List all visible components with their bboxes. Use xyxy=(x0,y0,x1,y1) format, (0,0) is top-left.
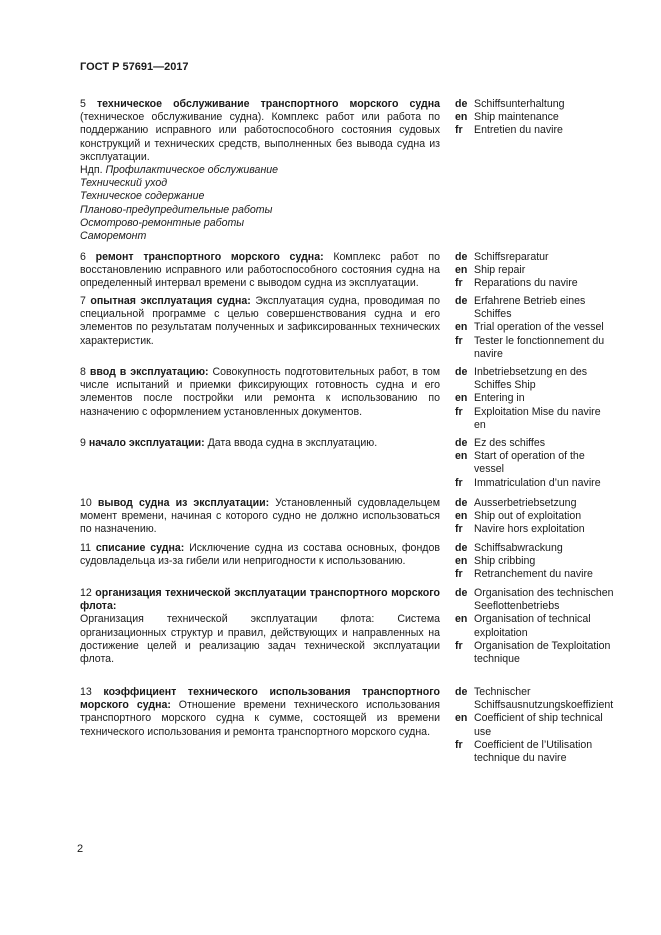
term-definition xyxy=(80,251,440,291)
term-number: 9 xyxy=(80,437,86,449)
lang-code: en xyxy=(455,264,468,277)
term-number: 13 xyxy=(80,686,92,698)
term-definition xyxy=(80,686,440,739)
lang-code: fr xyxy=(455,405,463,418)
translation-text: Retranchement du navire xyxy=(474,568,593,581)
lang-code: de xyxy=(455,295,468,307)
translation-text: Tester le fonctionnement du navire xyxy=(474,334,605,360)
translation-text: Coefficient of ship technical use xyxy=(474,712,603,738)
translations xyxy=(455,366,615,432)
translations xyxy=(455,587,615,666)
term-title: опытная эксплуатация судна: xyxy=(90,295,251,307)
translation-text: Schiffsunterhaltung xyxy=(474,98,565,110)
translation-text: Ausserbetriebsetzung xyxy=(474,497,577,509)
lang-code: fr xyxy=(455,124,463,137)
lang-code: de xyxy=(455,251,468,263)
lang-code: fr xyxy=(455,476,463,489)
term-number: 7 xyxy=(80,295,86,307)
term-title: вывод судна из эксплуатации: xyxy=(97,497,270,509)
term-text: (техническое обслуживание судна). Комплекс работ или работа по поддержанию исправного или работоспособного состояния судовых конструкций и технических средств, выполненных без вывода судна из эксплуатации. xyxy=(80,111,440,163)
lang-code: en xyxy=(455,321,468,334)
ndp-synonym: Саморемонт xyxy=(80,230,147,243)
lang-code: de xyxy=(455,366,468,378)
ndp-synonym: Профилактическое обслуживание xyxy=(105,164,279,177)
term-title: ремонт транспортного морского судна: xyxy=(95,251,324,263)
lang-code: en xyxy=(455,555,468,568)
term-title: коэффициент технического использования транспортного морского судна: xyxy=(80,686,440,712)
ndp-synonym: Осмотрово-ремонтные работы xyxy=(80,216,245,229)
lang-code: fr xyxy=(455,277,463,290)
term-text: Эксплуатация судна, проводимая по специальной программе с целью совершенствования судна и его элементов по результатам полученных и зафиксированных технических характеристик. xyxy=(80,295,440,347)
translation-text: Ez des schiffes xyxy=(474,437,546,449)
term-definition xyxy=(80,437,440,450)
translation-text: Technischer Schiffsausnutzungskoeffizient xyxy=(474,686,614,712)
lang-code: en xyxy=(455,392,468,405)
translation-text: Ship out of exploitation xyxy=(474,510,582,523)
translations xyxy=(455,295,615,361)
translation-text: Reparations du navire xyxy=(474,277,578,290)
translations xyxy=(455,497,615,537)
term-title: списание судна: xyxy=(95,542,185,554)
lang-code: en xyxy=(455,510,468,523)
translations xyxy=(455,98,615,138)
translations xyxy=(455,542,615,582)
term-text: Дата ввода судна в эксплуатацию. xyxy=(204,437,378,449)
ndp-synonym: Технический уход xyxy=(80,177,168,190)
term-title: организация технической эксплуатации транспортного морского флота: xyxy=(80,587,440,613)
term-text: Исключение судна из состава основных, фондов судовладельца из-за гибели или непригодности к использованию. xyxy=(80,542,440,568)
translations xyxy=(455,251,615,291)
term-text: Организация технической эксплуатации флота: Система организационных структур и правил, действующих и направленных на достижение целей и реализацию задач технической эксплуатации флота. xyxy=(80,613,440,666)
translations xyxy=(455,686,615,765)
translations xyxy=(455,437,615,490)
translation-text: Start of operation of the vessel xyxy=(474,450,585,476)
translation-text: Schiffsreparatur xyxy=(474,251,549,263)
lang-code: de xyxy=(455,587,468,599)
lang-code: en xyxy=(455,111,468,124)
term-number: 10 xyxy=(80,497,92,509)
term-definition xyxy=(80,497,440,537)
translation-text: Organisation des technischen Seeflottenbetriebs xyxy=(474,587,614,613)
term-number: 5 xyxy=(80,98,86,110)
translation-text: Erfahrene Betrieb eines Schiffes xyxy=(474,295,586,321)
lang-code: en xyxy=(455,712,468,725)
translation-text: Coefficient de l’Utilisation technique du navire xyxy=(474,738,593,765)
document-header: ГОСТ Р 57691—2017 xyxy=(80,61,189,73)
translation-text: Inbetriebsetzung en des Schiffes Ship xyxy=(474,366,588,392)
term-text: Комплекс работ по восстановлению исправного или работоспособного состояния судна на определенный интервал времени с выводом судна из эксплуатации. xyxy=(80,251,441,290)
lang-code: fr xyxy=(455,523,463,536)
term-definition xyxy=(80,587,440,666)
term-title: техническое обслуживание транспортного морского судна xyxy=(96,98,440,110)
term-text: Установленный судовладельцем момент времени, начиная с которого судно не должно использоваться по назначению. xyxy=(80,497,440,536)
translation-text: Trial operation of the vessel xyxy=(474,321,604,334)
term-number: 8 xyxy=(80,366,86,378)
translation-text: Ship cribbing xyxy=(474,555,536,568)
translation-text: Ship repair xyxy=(474,264,526,277)
term-definition xyxy=(80,98,440,243)
term-title: начало эксплуатации: xyxy=(88,437,205,449)
translation-text: Ship maintenance xyxy=(474,111,559,124)
lang-code: fr xyxy=(455,568,463,581)
lang-code: de xyxy=(455,497,468,509)
translation-text: Organisation de Texploitation technique xyxy=(474,639,611,666)
lang-code: fr xyxy=(455,738,463,751)
translation-text: Exploitation Mise du navire en xyxy=(474,405,601,431)
ndp-synonym: Техническое содержание xyxy=(80,190,205,203)
translation-text: Entretien du navire xyxy=(474,124,563,137)
term-title: ввод в эксплуатацию: xyxy=(89,366,209,378)
lang-code: de xyxy=(455,542,468,554)
lang-code: en xyxy=(455,613,468,626)
term-definition xyxy=(80,366,440,419)
lang-code: de xyxy=(455,686,468,698)
term-definition xyxy=(80,295,440,348)
term-text: Отношение времени технического использования транспортного морского судна к сумме, состоящей из времени технического использования и ремонта транспортного морского судна. xyxy=(80,699,440,738)
lang-code: en xyxy=(455,450,468,463)
lang-code: de xyxy=(455,98,468,110)
term-number: 12 xyxy=(80,587,92,599)
ndp-label: Ндп. xyxy=(80,164,103,177)
term-definition xyxy=(80,542,440,568)
translation-text: Organisation of technical exploitation xyxy=(474,613,591,639)
lang-code: de xyxy=(455,437,468,449)
translation-text: Immatriculation d’un navire xyxy=(474,476,601,489)
term-number: 11 xyxy=(80,542,91,554)
translation-text: Entering in xyxy=(474,392,525,405)
term-number: 6 xyxy=(80,251,86,263)
lang-code: fr xyxy=(455,639,463,652)
lang-code: fr xyxy=(455,334,463,347)
term-text: Совокупность подготовительных работ, в том числе испытаний и приемки фиксирующих готовность судна и его элементов после постройки или ремонта к использованию по назначению с оформлением установленных документов. xyxy=(80,366,441,418)
translation-text: Navire hors exploitation xyxy=(474,523,585,536)
translation-text: Schiffsabwrackung xyxy=(474,542,563,554)
page-number: 2 xyxy=(77,843,84,855)
ndp-synonym: Планово-предупредительные работы xyxy=(80,203,273,216)
